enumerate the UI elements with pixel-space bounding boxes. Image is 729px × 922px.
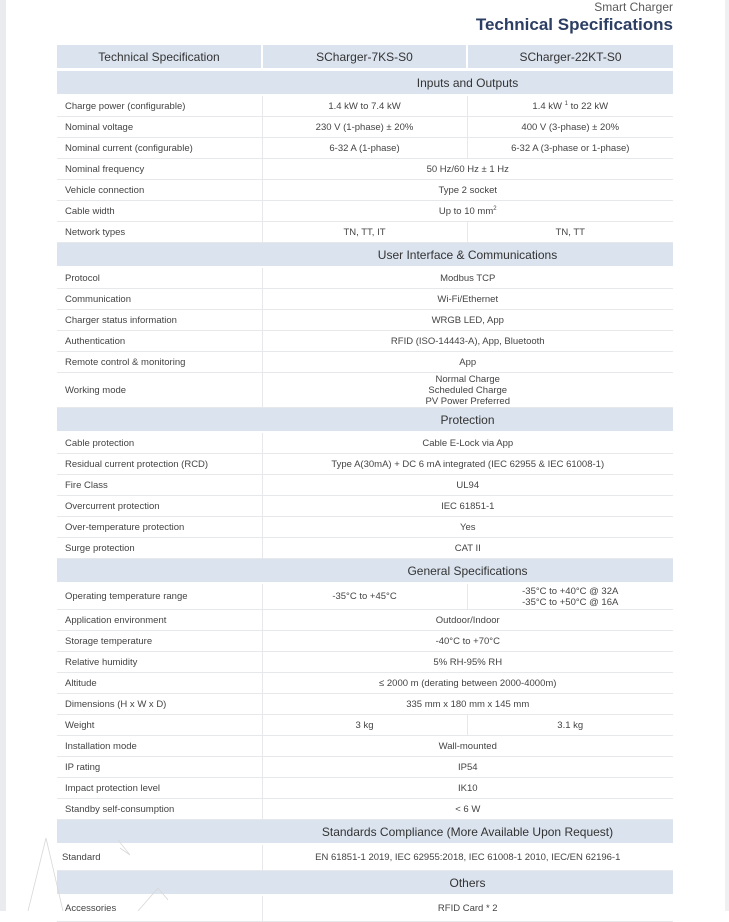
table-row: [57, 138, 673, 159]
row-value: Normal Charge Scheduled Charge PV Power Preferred: [262, 373, 673, 408]
table-row: [57, 895, 673, 922]
row-label: Installation mode: [57, 736, 262, 757]
row-value-22kt: 1.4 kW $^1$ to 22 kW: [467, 95, 673, 117]
section-protection: [57, 408, 673, 433]
row-value: Wi-Fi/Ethernet: [262, 289, 673, 310]
row-value-22kt: 6-32 A (3-phase or 1-phase): [467, 138, 673, 159]
row-value-7ks: 230 V (1-phase) ± 20%: [262, 117, 467, 138]
row-label: Altitude: [57, 673, 262, 694]
row-value-22kt: TN, TT: [467, 222, 673, 243]
row-value-22kt: 400 V (3-phase) ± 20%: [467, 117, 673, 138]
table-row: [57, 331, 673, 352]
row-value: Up to 10 $mm^2$: [262, 201, 673, 222]
table-row: [57, 631, 673, 652]
row-label: Protocol: [57, 267, 262, 289]
table-row: [57, 352, 673, 373]
row-value: Outdoor/Indoor: [262, 610, 673, 631]
row-value: EN 61851-1 2019, IEC 62955:2018, IEC 61008-1 2010, IEC/EN 62196-1: [262, 844, 673, 871]
table-row: [57, 432, 673, 454]
table-row: [57, 583, 673, 610]
row-value: RFID Card * 2: [262, 895, 673, 922]
row-label: Vehicle connection: [57, 180, 262, 201]
row-value-7ks: 3 kg: [262, 715, 467, 736]
row-label: Charge power (configurable): [57, 95, 262, 117]
table-row: [57, 117, 673, 138]
table-row: [57, 694, 673, 715]
row-value-22kt: -35°C to +40°C @ 32A -35°C to +50°C @ 16A: [467, 583, 673, 610]
row-value: ≤ 2000 m (derating between 2000-4000m): [262, 673, 673, 694]
row-value-7ks: TN, TT, IT: [262, 222, 467, 243]
row-label: Over-temperature protection: [57, 517, 262, 538]
table-row: [57, 538, 673, 559]
table-header-row: [57, 45, 673, 70]
table-row: [57, 373, 673, 408]
row-label: Relative humidity: [57, 652, 262, 673]
document-header: [476, 0, 673, 35]
page-title: Technical Specifications: [475, 15, 673, 34]
section-standards-compliance: [57, 820, 673, 845]
row-value: UL94: [262, 475, 673, 496]
row-value: CAT II: [262, 538, 673, 559]
page-edge-right: [725, 0, 729, 911]
table-row: [57, 222, 673, 243]
row-value-7ks: 6-32 A (1-phase): [262, 138, 467, 159]
row-value: Modbus TCP: [262, 267, 673, 289]
spec-table: [57, 45, 673, 922]
row-value: App: [262, 352, 673, 373]
table-row: [57, 757, 673, 778]
row-label: Remote control & monitoring: [57, 352, 262, 373]
section-general-specifications: [57, 559, 673, 584]
product-subtitle: Smart Charger: [594, 0, 673, 14]
table-row: [57, 454, 673, 475]
row-label: Fire Class: [57, 475, 262, 496]
row-label: Communication: [57, 289, 262, 310]
row-value: Wall-mounted: [262, 736, 673, 757]
row-label: Accessories: [57, 895, 262, 922]
row-label: Authentication: [57, 331, 262, 352]
section-title: Inputs and Outputs: [262, 70, 673, 96]
row-value: Cable E-Lock via App: [262, 432, 673, 454]
row-value: WRGB LED, App: [262, 310, 673, 331]
row-label: Standby self-consumption: [57, 799, 262, 820]
row-label: Dimensions (H x W x D): [57, 694, 262, 715]
table-row: [57, 180, 673, 201]
row-value: RFID (ISO-14443-A), App, Bluetooth: [262, 331, 673, 352]
page-edge-left: [0, 0, 6, 911]
section-inputs-outputs: [57, 70, 673, 96]
table-row: [57, 715, 673, 736]
table-row: [57, 844, 673, 871]
row-value: IP54: [262, 757, 673, 778]
section-title: Standards Compliance (More Available Upon Request): [262, 820, 673, 845]
row-label: Nominal voltage: [57, 117, 262, 138]
row-value: 335 mm x 180 mm x 145 mm: [262, 694, 673, 715]
table-row: [57, 652, 673, 673]
header-model-7ks: SCharger-7KS-S0: [262, 45, 467, 70]
table-row: [57, 310, 673, 331]
table-row: [57, 673, 673, 694]
row-label: Residual current protection (RCD): [57, 454, 262, 475]
row-label: Cable protection: [57, 432, 262, 454]
row-value: 50 Hz/60 Hz ± 1 Hz: [262, 159, 673, 180]
header-spec: Technical Specification: [57, 45, 262, 70]
row-value: IEC 61851-1: [262, 496, 673, 517]
table-row: [57, 201, 673, 222]
row-value: -40°C to +70°C: [262, 631, 673, 652]
row-label: Storage temperature: [57, 631, 262, 652]
row-label: Network types: [57, 222, 262, 243]
row-value-22kt: 3.1 kg: [467, 715, 673, 736]
table-row: [57, 517, 673, 538]
row-label: Application environment: [57, 610, 262, 631]
row-value-7ks: -35°C to +45°C: [262, 583, 467, 610]
row-label: Nominal frequency: [57, 159, 262, 180]
row-label: Standard: [57, 844, 262, 871]
section-title: General Specifications: [262, 559, 673, 584]
table-row: [57, 475, 673, 496]
row-value-7ks: 1.4 kW to 7.4 kW: [262, 95, 467, 117]
table-row: [57, 289, 673, 310]
row-label: Impact protection level: [57, 778, 262, 799]
row-label: Overcurrent protection: [57, 496, 262, 517]
row-value: IK10: [262, 778, 673, 799]
table-row: [57, 736, 673, 757]
row-label: Nominal current (configurable): [57, 138, 262, 159]
table-row: [57, 799, 673, 820]
table-row: [57, 496, 673, 517]
section-others: [57, 871, 673, 896]
row-label: Weight: [57, 715, 262, 736]
row-label: IP rating: [57, 757, 262, 778]
row-label: Charger status information: [57, 310, 262, 331]
table-row: [57, 267, 673, 289]
section-title: Protection: [262, 408, 673, 433]
table-row: [57, 778, 673, 799]
table-row: [57, 159, 673, 180]
row-value: 5% RH-95% RH: [262, 652, 673, 673]
section-title: User Interface & Communications: [262, 243, 673, 268]
row-value: < 6 W: [262, 799, 673, 820]
row-value: Type A(30mA) + DC 6 mA integrated (IEC 62955 & IEC 61008-1): [262, 454, 673, 475]
table-row: [57, 95, 673, 117]
row-label: Operating temperature range: [57, 583, 262, 610]
header-model-22kt: SCharger-22KT-S0: [467, 45, 673, 70]
row-value: Yes: [262, 517, 673, 538]
section-user-interface: [57, 243, 673, 268]
row-label: Working mode: [57, 373, 262, 408]
row-value: Type 2 socket: [262, 180, 673, 201]
table-row: [57, 610, 673, 631]
row-label: Cable width: [57, 201, 262, 222]
row-label: Surge protection: [57, 538, 262, 559]
section-title: Others: [262, 871, 673, 896]
